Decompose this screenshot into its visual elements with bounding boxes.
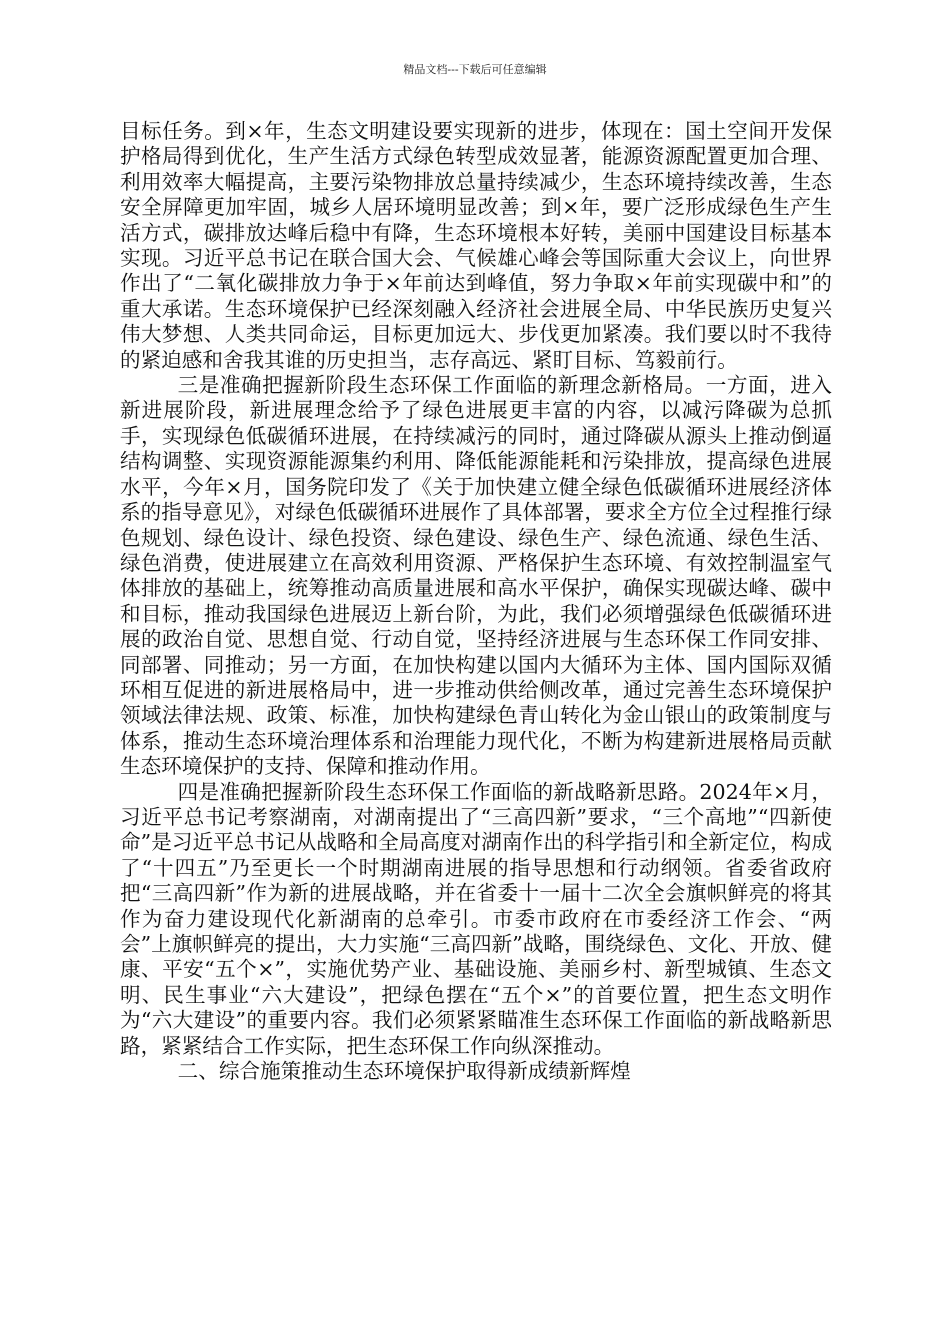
- document-body: [120, 119, 832, 1084]
- section-heading-two: 二、综合施策推动生态环境保护取得新成绩新辉煌: [177, 1059, 631, 1084]
- paragraph-point-four: 四是准确把握新阶段生态环保工作面临的新战略新思路。2024年×月，习近平总书记考察湖南，对湖南提出了“三高四新”要求，“三个高地”“四新使命”是习近平总书记从战略和全局高度对湖南作出的科学指引和全新定位，构成了“十四五”乃至更长一个时期湖南进展的指导思想和行动纲领。省委省政府把“三高四新”作为新的进展战略，并在省委十一届十二次全会旗帜鲜亮的将其作为奋力建设现代化新湖南的总牵引。市委市政府在市委经济工作会、“两会”上旗帜鲜亮的提出，大力实施“三高四新”战略，围绕绿色、文化、开放、健康、平安“五个×”，实施优势产业、基础设施、美丽乡村、新型城镇、生态文明、民生事业“六大建设”，把绿色摆在“五个×”的首要位置，把生态文明作为“六大建设”的重要内容。我们必须紧紧瞄准生态环保工作面临的新战略新思路，紧紧结合工作实际，把生态环保工作向纵深推动。: [120, 779, 832, 1058]
- paragraph-point-three: 三是准确把握新阶段生态环保工作面临的新理念新格局。一方面，进入新进展阶段，新进展理念给予了绿色进展更丰富的内容，以减污降碳为总抓手，实现绿色低碳循环进展，在持续减污的同时，通过降碳从源头上推动倒逼结构调整、实现资源能源集约利用、降低能源能耗和污染排放，提高绿色进展水平，今年×月，国务院印发了《关于加快建立健全绿色低碳循环进展经济体系的指导意见》，对绿色低碳循环进展作了具体部署，要求全方位全过程推行绿色规划、绿色设计、绿色投资、绿色建设、绿色生产、绿色流通、绿色生活、绿色消费，使进展建立在高效利用资源、严格保护生态环境、有效控制温室气体排放的基础上，统筹推动高质量进展和高水平保护，确保实现碳达峰、碳中和目标，推动我国绿色进展迈上新台阶，为此，我们必须增强绿色低碳循环进展的政治自觉、思想自觉、行动自觉，坚持经济进展与生态环保工作同安排、同部署、同推动；另一方面，在加快构建以国内大循环为主体、国内国际双循环相互促进的新进展格局中，进一步推动供给侧改革，通过完善生态环境保护领域法律法规、政策、标准，加快构建绿色青山转化为金山银山的政策制度与体系，推动生态环境治理体系和治理能力现代化，不断为构建新进展格局贡献生态环境保护的支持、保障和推动作用。: [120, 373, 832, 779]
- paragraph-continued: 目标任务。到×年，生态文明建设要实现新的进步，体现在：国土空间开发保护格局得到优化，生产生活方式绿色转型成效显著，能源资源配置更加合理、利用效率大幅提高，主要污染物排放总量持续减少，生态环境持续改善，生态安全屏障更加牢固，城乡人居环境明显改善；到×年，要广泛形成绿色生产生活方式，碳排放达峰后稳中有降，生态环境根本好转，美丽中国建设目标基本实现。习近平总书记在联合国大会、气候雄心峰会等国际重大会议上，向世界作出了“二氧化碳排放力争于×年前达到峰值，努力争取×年前实现碳中和”的重大承诺。生态环境保护已经深刻融入经济社会进展全局、中华民族历史复兴伟大梦想、人类共同命运，目标更加远大、步伐更加紧凑。我们要以时不我待的紧迫感和舍我其谁的历史担当，志存高远、紧盯目标、笃毅前行。: [120, 119, 832, 372]
- page-header: 精品文档---下载后可任意编辑: [403, 63, 547, 76]
